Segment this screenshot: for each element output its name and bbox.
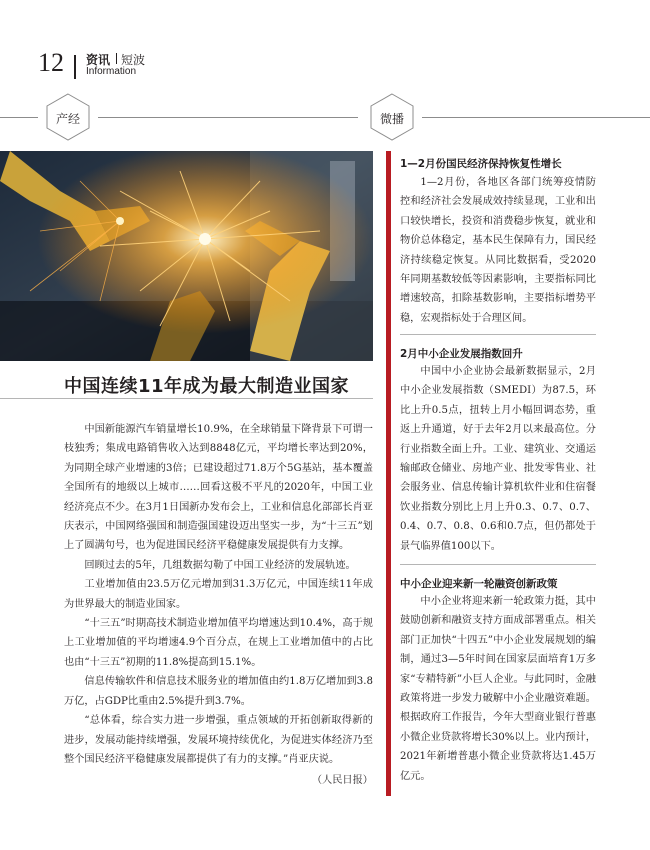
brief-title: 1—2月份国民经济保持恢复性增长	[400, 158, 562, 170]
section-name-english: Information	[86, 66, 137, 77]
section-separator	[116, 53, 117, 64]
headline-rule	[0, 398, 373, 399]
section-tag-chanjing: 产经	[55, 112, 80, 126]
article-paragraph: 工业增加值由23.5万亿元增加到31.3万亿元，中国连续11年成为世界最大的制造业国家。	[64, 579, 373, 610]
section-rule-left-a	[0, 117, 38, 118]
article-headline: 中国连续11年成为最大制造业国家	[64, 376, 350, 397]
column-divider	[386, 151, 391, 796]
brief-paragraph: 中国中小企业协会最新数据显示，2月中小企业发展指数（SMEDI）为87.5，环比上升0.5点，扭转上月小幅回调态势，重返上升通道，好于去年2月以来最高位。分行业指数全面上升。工业、建筑业、交通运输邮政仓储业、房地产业、批发零售业、社会服务业、信息传输计算机软件业和住宿餐饮业指数分别比上月上升0.3、0.7、0.7、0.4、0.7、0.8、0.6和0.7点，但仍都处于景气临界值100以下。	[400, 366, 596, 552]
brief-body	[400, 173, 596, 328]
brief-title: 2月中小企业发展指数回升	[400, 348, 523, 360]
section-tag-weibo: 微播	[379, 112, 404, 126]
article-paragraph: 信息传输软件和信息技术服务业的增加值由约1.8万亿增加到3.8万亿，占GDP比重由2.5%提升到3.7%。	[64, 676, 373, 707]
article-paragraph: 中国新能源汽车销量增长10.9%，在全球销量下降背景下可谓一枝独秀；集成电路销售收入达到8848亿元，平均增长率达到20%，为同期全球产业增速的3倍；已建设超过71.8万个5G基站，基本覆盖全国所有的地级以上城市……回看这极不平凡的2020年，中国工业经济亮点不少。在3月1日国新办发布会上，工业和信息化部部长肖亚庆表示，中国网络强国和制造强国建设迈出坚实一步，为“十三五”划上了圆满句号，也为促进国民经济平稳健康发展提供有力支撑。	[64, 424, 373, 552]
brief-paragraph: 1—2月份，各地区各部门统筹疫情防控和经济社会发展成效持续显现，工业和出口较快增长，投资和消费稳步恢复，就业和物价总体稳定，基本民生保障有力，国民经济持续稳定恢复。从同比数据看，受2020年同期基数较低等因素影响，主要指标同比增速较高，扣除基数影响，主要指标增势平稳，宏观指标处于合理区间。	[400, 177, 596, 324]
article-source: （人民日报）	[311, 775, 373, 787]
section-name: 资讯	[86, 53, 111, 67]
article-paragraph: “十三五”时期高技术制造业增加值平均增速达到10.4%，高于规上工业增加值的平均增速4.9个百分点，在规上工业增加值中的占比也由“十三五”初期的11.8%提高到15.1%。	[64, 618, 373, 668]
article-paragraph: “总体看，综合实力进一步增强，重点领域的开拓创新取得新的进步，发展动能持续增强，发展环境持续优化，为促进实体经济乃至整个国民经济平稳健康发展都提供了有力的支撑。”肖亚庆说。	[64, 715, 373, 765]
section-rule-right	[422, 117, 650, 118]
brief-rule	[400, 564, 596, 565]
brief-body	[400, 592, 596, 786]
header-divider	[74, 55, 76, 79]
brief-paragraph: 中小企业将迎来新一轮政策力挺，其中鼓励创新和融资支持方面成部署重点。相关部门正加快“十四五”中小企业发展规划的编制，通过3—5年时间在国家层面培育1万多家“专精特新”小巨人企业。与此同时，金融政策将进一步发力破解中小企业融资难题。根据政府工作报告，今年大型商业银行普惠小微企业贷款将增长30%以上。业内预计，2021年新增普惠小微企业贷款将达1.45万亿元。	[400, 596, 596, 782]
brief-body	[400, 362, 596, 556]
section-rule-left-b	[98, 117, 358, 118]
article-paragraph: 回顾过去的5年，几组数据勾勒了中国工业经济的发展轨迹。	[84, 559, 356, 571]
brief-title: 中小企业迎来新一轮融资创新政策	[400, 578, 558, 590]
subsection-name: 短波	[121, 53, 146, 67]
article-body	[64, 420, 373, 791]
welding-robot-photo	[0, 151, 373, 361]
page-number: 12	[38, 48, 64, 77]
brief-rule	[400, 334, 596, 335]
